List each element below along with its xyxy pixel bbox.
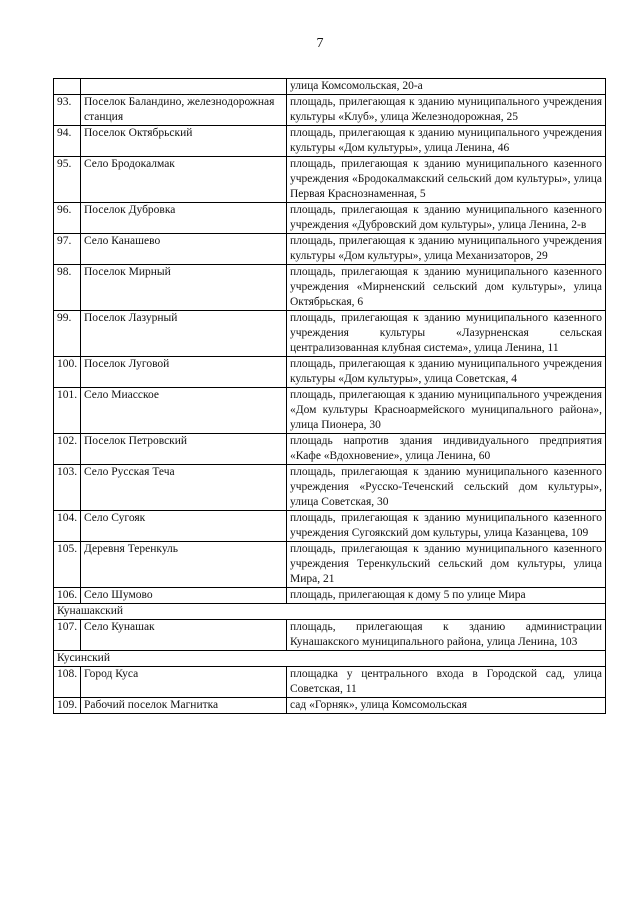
row-number: 93. (54, 95, 81, 126)
settlement-name: Поселок Петровский (81, 434, 287, 465)
locations-table (53, 78, 606, 714)
location-address: площадка у центрального входа в Городской сад, улица Советская, 11 (287, 667, 606, 698)
district-header-row (54, 604, 606, 620)
location-address: площадь, прилегающая к зданию муниципального учреждения культуры «Дом культуры», улица Механизаторов, 29 (287, 234, 606, 265)
settlement-name: Село Шумово (81, 588, 287, 604)
location-address: площадь, прилегающая к зданию муниципального казенного учреждения «Дубровский дом культуры», улица Ленина, 2-в (287, 203, 606, 234)
table-row (54, 588, 606, 604)
page-number: 7 (316, 36, 324, 51)
row-number: 107. (54, 620, 81, 651)
row-number: 97. (54, 234, 81, 265)
settlement-name: Город Куса (81, 667, 287, 698)
table-row (54, 203, 606, 234)
row-number: 98. (54, 265, 81, 311)
table-row (54, 95, 606, 126)
settlement-name: Село Канашево (81, 234, 287, 265)
settlement-name: Село Русская Теча (81, 465, 287, 511)
row-number: 109. (54, 698, 81, 714)
location-address: площадь, прилегающая к зданию муниципального казенного учреждения «Русско-Теченский сельский дом культуры», улица Советская, 30 (287, 465, 606, 511)
location-address: улица Комсомольская, 20-а (287, 79, 606, 95)
location-address: площадь, прилегающая к зданию муниципального учреждения «Дом культуры Красноармейского муниципального района», улица Пионера, 30 (287, 388, 606, 434)
location-address: площадь, прилегающая к зданию муниципального казенного учреждения культуры «Лазурненская сельская централизованная клубная система», улица Ленина, 11 (287, 311, 606, 357)
row-number (54, 79, 81, 95)
row-number: 99. (54, 311, 81, 357)
table-row (54, 542, 606, 588)
location-address: площадь, прилегающая к зданию муниципального учреждения культуры «Клуб», улица Железнодорожная, 25 (287, 95, 606, 126)
row-number: 102. (54, 434, 81, 465)
table-row (54, 620, 606, 651)
table-row (54, 667, 606, 698)
settlement-name: Поселок Лазурный (81, 311, 287, 357)
location-address: площадь, прилегающая к зданию администрации Кунашакского муниципального района, улица Ленина, 103 (287, 620, 606, 651)
row-number: 100. (54, 357, 81, 388)
table-row (54, 234, 606, 265)
location-address: площадь, прилегающая к дому 5 по улице Мира (287, 588, 606, 604)
location-address: площадь напротив здания индивидуального предприятия «Кафе «Вдохновение», улица Ленина, 60 (287, 434, 606, 465)
district-name: Кунашакский (54, 604, 606, 620)
table-row (54, 465, 606, 511)
table-row (54, 357, 606, 388)
location-address: площадь, прилегающая к зданию муниципального казенного учреждения Теренкульский сельский дом культуры, улица Мира, 21 (287, 542, 606, 588)
row-number: 95. (54, 157, 81, 203)
row-number: 106. (54, 588, 81, 604)
row-number: 105. (54, 542, 81, 588)
location-address: площадь, прилегающая к зданию муниципального учреждения культуры «Дом культуры», улица Ленина, 46 (287, 126, 606, 157)
location-address: площадь, прилегающая к зданию муниципального казенного учреждения «Мирненский сельский дом культуры», улица Октябрьская, 6 (287, 265, 606, 311)
row-number: 108. (54, 667, 81, 698)
settlement-name: Деревня Теренкуль (81, 542, 287, 588)
table-row (54, 511, 606, 542)
table-row (54, 698, 606, 714)
settlement-name: Поселок Баландино, железнодорожная станция (81, 95, 287, 126)
settlement-name: Рабочий поселок Магнитка (81, 698, 287, 714)
table-row (54, 157, 606, 203)
settlement-name: Поселок Мирный (81, 265, 287, 311)
table-row (54, 388, 606, 434)
table-row (54, 79, 606, 95)
settlement-name: Село Миасское (81, 388, 287, 434)
row-number: 94. (54, 126, 81, 157)
location-address: площадь, прилегающая к зданию муниципального учреждения культуры «Дом культуры», улица Советская, 4 (287, 357, 606, 388)
district-name: Кусинский (54, 651, 606, 667)
settlement-name: Поселок Октябрьский (81, 126, 287, 157)
settlement-name: Село Кунашак (81, 620, 287, 651)
table-row (54, 311, 606, 357)
settlement-name: Поселок Дубровка (81, 203, 287, 234)
location-address: площадь, прилегающая к зданию муниципального казенного учреждения Сугоякский дом культуры, улица Казанцева, 109 (287, 511, 606, 542)
row-number: 104. (54, 511, 81, 542)
settlement-name: Село Бродокалмак (81, 157, 287, 203)
settlement-name: Поселок Луговой (81, 357, 287, 388)
row-number: 101. (54, 388, 81, 434)
district-header-row (54, 651, 606, 667)
settlement-name (81, 79, 287, 95)
table-row (54, 265, 606, 311)
location-address: площадь, прилегающая к зданию муниципального казенного учреждения «Бродокалмакский сельский дом культуры», улица Первая Краснознаменная, 5 (287, 157, 606, 203)
table-body (54, 79, 606, 714)
location-address: сад «Горняк», улица Комсомольская (287, 698, 606, 714)
row-number: 103. (54, 465, 81, 511)
table-row (54, 126, 606, 157)
row-number: 96. (54, 203, 81, 234)
table-row (54, 434, 606, 465)
settlement-name: Село Сугояк (81, 511, 287, 542)
